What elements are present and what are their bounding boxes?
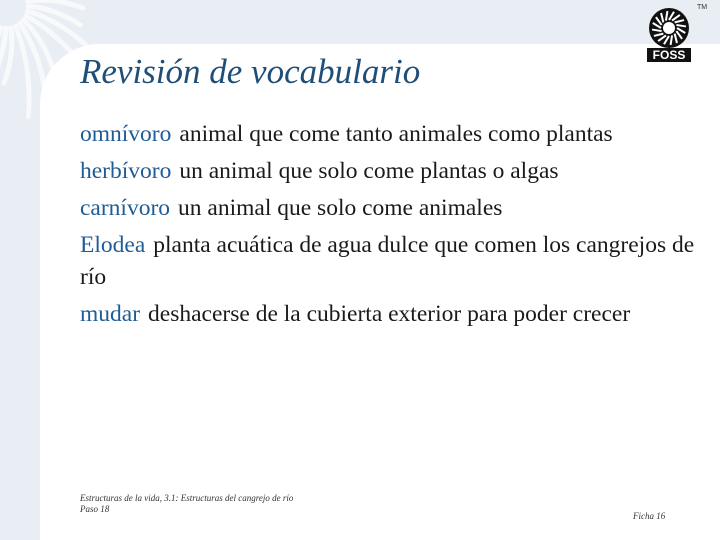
vocab-term: Elodea [80,232,146,258]
vocab-definition: un animal que solo come plantas o algas [179,158,559,184]
vocab-definition: animal que come tanto animales como plantas [179,121,613,147]
footer-source-line2: Paso 18 [80,504,110,514]
vocab-entry-omnivoro [80,118,700,150]
vocabulary-list [80,118,700,335]
vocab-term: herbívoro [80,158,172,184]
vocab-entry-herbivoro [80,155,700,187]
vocab-definition: un animal que solo come animales [178,195,503,221]
vocab-term: carnívoro [80,195,171,221]
logo-text: FOSS [652,48,686,62]
trademark-symbol: TM [697,4,708,11]
vocab-term: mudar [80,301,141,327]
vocab-entry-carnivoro [80,192,700,224]
vocab-definition: deshacerse de la cubierta exterior para poder crecer [148,301,631,327]
vocab-entry-elodea [80,229,700,293]
footer-source [80,493,293,515]
foss-logo [645,6,693,66]
slide-label: Ficha 16 [633,511,666,521]
vocab-entry-mudar [80,298,700,330]
footer-source-line1: Estructuras de la vida, 3.1: Estructuras del cangrejo de río [80,493,294,503]
vocab-definition: planta acuática de agua dulce que comen los cangrejos de río [80,232,695,290]
page-title: Revisión de vocabulario [80,52,421,91]
vocab-term: omnívoro [80,121,172,147]
